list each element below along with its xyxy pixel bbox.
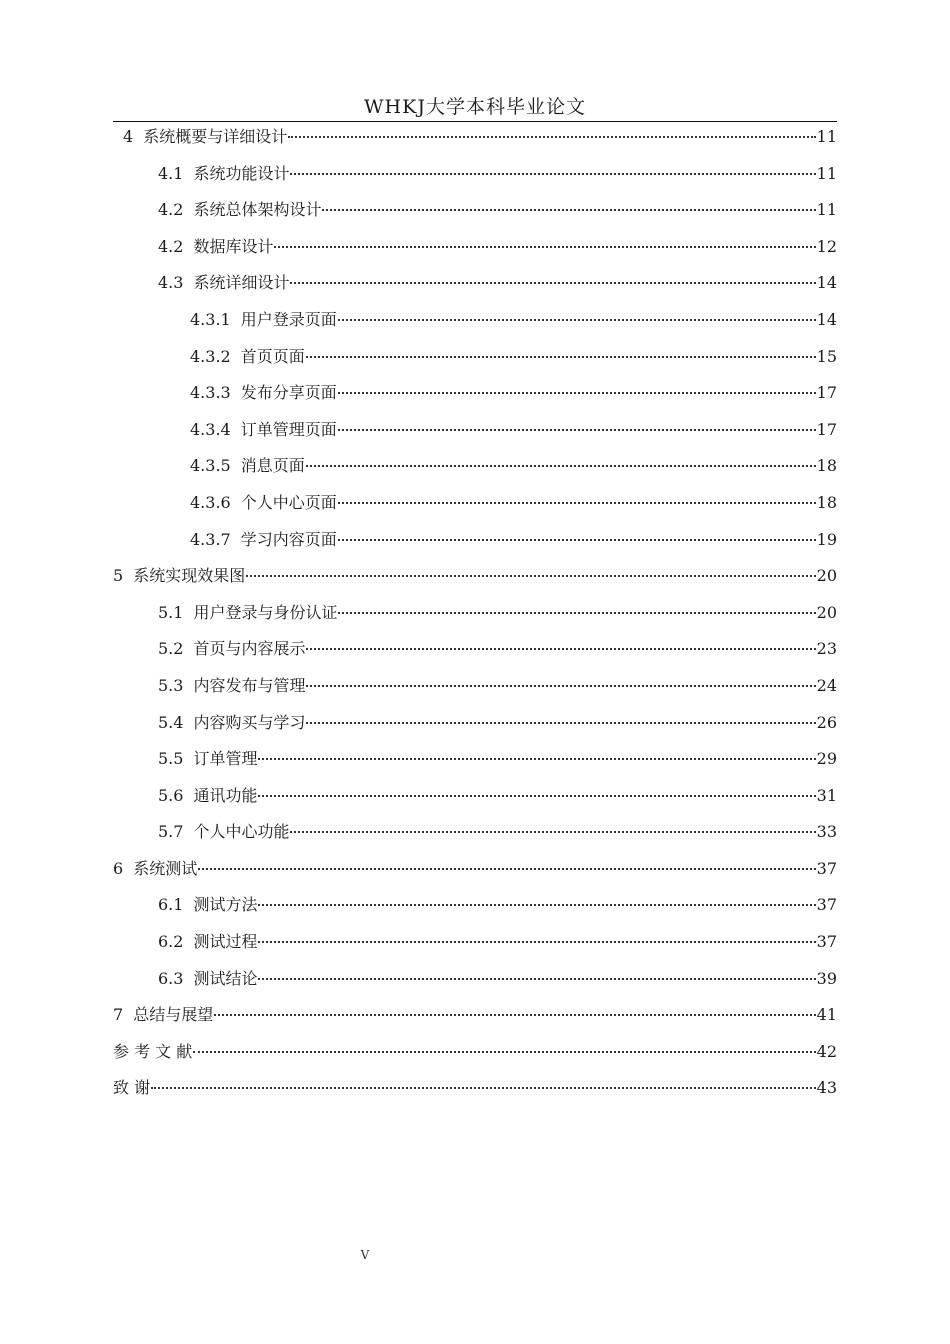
toc-entry[interactable] (113, 708, 837, 745)
toc-entry-number: 6.1 (158, 895, 184, 915)
toc-leader-dots (290, 157, 815, 175)
toc-entry-title: 测试结论 (193, 968, 258, 988)
toc-entry-page: 33 (816, 822, 837, 842)
toc-entry-page: 17 (816, 383, 837, 403)
toc-entry-title: 通讯功能 (193, 785, 258, 805)
toc-entry[interactable] (113, 854, 837, 891)
toc-entry[interactable] (113, 1000, 837, 1037)
toc-leader-dots (306, 706, 815, 724)
toc-leader-dots (338, 486, 816, 504)
toc-entry-number: 4.3 (158, 273, 184, 293)
toc-entry-page: 37 (816, 858, 837, 878)
toc-entry-number: 5.6 (158, 785, 184, 805)
toc-entry-title: 订单管理页面 (240, 419, 337, 439)
toc-entry-number: 4.1 (158, 163, 184, 183)
toc-entry[interactable] (113, 927, 837, 964)
toc-entry-number: 5 (113, 566, 124, 586)
toc-entry[interactable] (113, 451, 837, 488)
toc-entry-title: 系统实现效果图 (133, 566, 246, 586)
toc-leader-dots (274, 230, 815, 248)
toc-entry-title: 系统功能设计 (193, 163, 290, 183)
toc-entry-title: 订单管理 (193, 749, 258, 769)
toc-leader-dots (258, 925, 815, 943)
toc-entry-number: 7 (113, 1005, 124, 1025)
toc-entry-number: 5.4 (158, 712, 184, 732)
toc-entry[interactable] (113, 671, 837, 708)
toc-leader-dots (290, 266, 815, 284)
toc-entry-number: 5.3 (158, 675, 184, 695)
toc-leader-dots (258, 888, 815, 906)
toc-entry-page: 37 (816, 932, 837, 952)
toc-entry[interactable] (113, 598, 837, 635)
toc-leader-dots (258, 742, 815, 760)
toc-entry-number: 4.3.2 (190, 346, 231, 366)
toc-entry[interactable] (113, 1037, 837, 1074)
toc-entry[interactable] (113, 781, 837, 818)
toc-entry-title: 消息页面 (240, 456, 305, 476)
toc-entry-number: 5.7 (158, 822, 184, 842)
toc-leader-dots (214, 998, 815, 1016)
toc-entry-page: 11 (816, 163, 837, 183)
toc-leader-dots (306, 669, 815, 687)
toc-entry-page: 11 (816, 127, 837, 146)
toc-entry-title: 测试方法 (193, 895, 258, 915)
toc-entry-title: 发布分享页面 (240, 383, 337, 403)
toc-entry-title: 首页页面 (240, 346, 305, 366)
toc-entry-title: 数据库设计 (193, 236, 274, 256)
toc-entry[interactable] (113, 268, 837, 305)
toc-entry-title: 总结与展望 (133, 1005, 214, 1025)
toc-entry[interactable] (113, 817, 837, 854)
toc-entry-page: 41 (816, 1005, 837, 1025)
toc-entry-title: 学习内容页面 (240, 529, 337, 549)
toc-entry-number: 4 (123, 127, 134, 146)
toc-leader-dots (338, 413, 816, 431)
toc-leader-dots (338, 523, 816, 541)
toc-entry-page: 23 (816, 639, 837, 659)
toc-entry-title: 首页与内容展示 (193, 639, 306, 659)
toc-entry-title: 系统测试 (133, 858, 198, 878)
toc-entry-page: 29 (816, 749, 837, 769)
toc-entry-title: 系统总体架构设计 (193, 200, 322, 220)
toc-entry[interactable] (113, 378, 837, 415)
toc-entry-page: 26 (816, 712, 837, 732)
toc-entry[interactable] (113, 744, 837, 781)
toc-leader-dots (306, 340, 816, 358)
toc-leader-dots (290, 815, 815, 833)
toc-entry[interactable] (113, 964, 837, 1001)
toc-entry[interactable] (113, 232, 837, 269)
toc-entry-title: 参 考 文 献 (113, 1041, 193, 1061)
toc-entry-page: 18 (816, 492, 837, 512)
toc-entry-title: 测试过程 (193, 932, 258, 952)
toc-entry-page: 12 (816, 236, 837, 256)
table-of-contents (113, 122, 837, 1110)
toc-entry-page: 15 (816, 346, 837, 366)
toc-entry[interactable] (113, 525, 837, 562)
toc-entry-page: 24 (816, 675, 837, 695)
toc-entry-title: 致 谢 (113, 1078, 151, 1098)
toc-leader-dots (338, 596, 815, 614)
toc-entry-title: 用户登录页面 (240, 309, 337, 329)
page-header-title: WHKJ大学本科毕业论文 (364, 96, 586, 118)
page-number: V (360, 1248, 370, 1262)
toc-entry-page: 39 (816, 968, 837, 988)
toc-leader-dots (151, 1071, 816, 1089)
toc-entry[interactable] (113, 305, 837, 342)
toc-entry-number: 5.5 (158, 749, 184, 769)
toc-entry-page: 20 (816, 602, 837, 622)
toc-entry-page: 19 (816, 529, 837, 549)
toc-entry[interactable] (113, 1073, 837, 1110)
toc-entry-number: 5.2 (158, 639, 184, 659)
toc-entry-page: 11 (816, 200, 837, 220)
toc-leader-dots (306, 632, 815, 650)
toc-entry-page: 18 (816, 456, 837, 476)
toc-leader-dots (193, 1035, 815, 1053)
toc-entry-title: 个人中心功能 (193, 822, 290, 842)
toc-entry[interactable] (113, 159, 837, 196)
toc-leader-dots (246, 559, 815, 577)
toc-entry-number: 4.2 (158, 236, 184, 256)
toc-entry-title: 内容购买与学习 (193, 712, 306, 732)
toc-entry-title: 个人中心页面 (240, 492, 337, 512)
toc-entry[interactable] (113, 890, 837, 927)
toc-leader-dots (338, 376, 816, 394)
toc-entry-number: 4.2 (158, 200, 184, 220)
toc-entry[interactable] (113, 561, 837, 598)
toc-entry-title: 系统概要与详细设计 (143, 127, 288, 146)
toc-entry-page: 14 (816, 309, 837, 329)
toc-entry-number: 6 (113, 858, 124, 878)
toc-entry-number: 5.1 (158, 602, 184, 622)
toc-entry-number: 4.3.7 (190, 529, 231, 549)
toc-entry-page: 42 (816, 1041, 837, 1061)
toc-leader-dots (338, 303, 816, 321)
toc-leader-dots (288, 120, 815, 138)
toc-entry-title: 系统详细设计 (193, 273, 290, 293)
toc-leader-dots (306, 449, 816, 467)
toc-entry-page: 14 (816, 273, 837, 293)
toc-entry-page: 20 (816, 566, 837, 586)
toc-entry-title: 内容发布与管理 (193, 675, 306, 695)
toc-entry-number: 4.3.5 (190, 456, 231, 476)
toc-entry-number: 4.3.4 (190, 419, 231, 439)
toc-entry[interactable] (113, 342, 837, 379)
toc-entry-number: 6.2 (158, 932, 184, 952)
toc-entry-number: 4.3.6 (190, 492, 231, 512)
toc-entry-number: 4.3.1 (190, 309, 231, 329)
toc-leader-dots (322, 193, 815, 211)
toc-entry-number: 4.3.3 (190, 383, 231, 403)
toc-entry-title: 用户登录与身份认证 (193, 602, 338, 622)
toc-entry[interactable] (113, 195, 837, 232)
toc-entry[interactable] (113, 488, 837, 525)
toc-entry-page: 43 (816, 1078, 837, 1098)
toc-leader-dots (258, 779, 815, 797)
toc-leader-dots (258, 962, 815, 980)
toc-entry-page: 37 (816, 895, 837, 915)
toc-entry[interactable] (113, 122, 837, 159)
toc-entry-page: 17 (816, 419, 837, 439)
toc-entry[interactable] (113, 634, 837, 671)
toc-entry[interactable] (113, 415, 837, 452)
toc-entry-page: 31 (816, 785, 837, 805)
toc-leader-dots (198, 852, 815, 870)
toc-entry-number: 6.3 (158, 968, 184, 988)
